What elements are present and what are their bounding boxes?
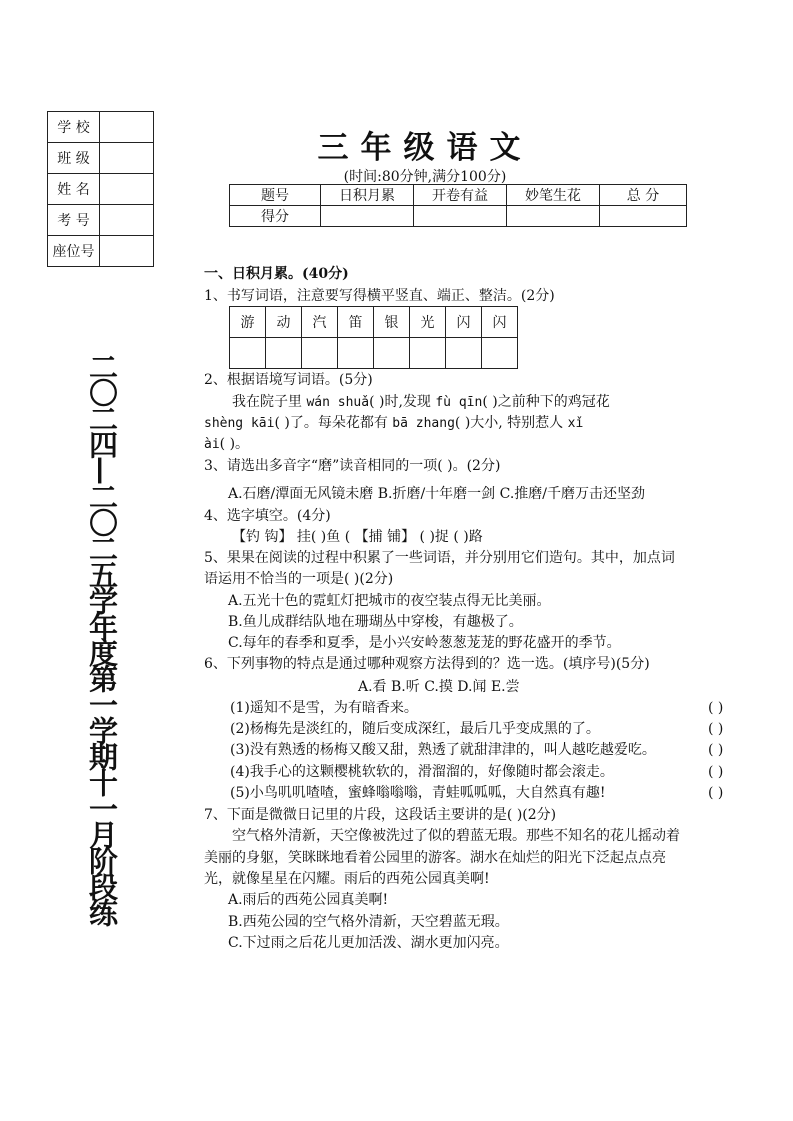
name-label: 姓 名: [48, 174, 100, 205]
list-item: (2)杨梅先是淡红的，随后变成深红，最后几乎变成黑的了。: [230, 721, 600, 737]
name-field[interactable]: [100, 174, 154, 205]
pinyin: ài: [204, 437, 220, 452]
writing-cell[interactable]: [482, 338, 518, 369]
text: ( )之前种下的鸡冠花: [482, 394, 610, 410]
list-item: (1)遥知不是雪，为有暗香来。: [230, 700, 418, 716]
student-info-table: [47, 111, 154, 267]
character-grid: [229, 306, 518, 369]
question-5: 5、果果在阅读的过程中积累了一些词语，并分别用它们造句。其中，加点词: [204, 550, 675, 566]
question-4-line: 【钓 钩】 挂( )鱼 ( 【捕 铺】 ( )捉 ( )路: [232, 529, 483, 545]
answer-blank[interactable]: ( ): [708, 785, 724, 801]
text: 我在院子里: [232, 394, 307, 410]
pinyin: shèng kāi: [204, 416, 275, 431]
writing-cell[interactable]: [446, 338, 482, 369]
exam-number-field[interactable]: [100, 205, 154, 236]
pinyin: fù qīn: [435, 395, 483, 410]
score-row-label: 得分: [230, 206, 321, 227]
option-a: A.五光十色的霓虹灯把城市的夜空装点得无比美丽。: [228, 593, 551, 609]
passage-line: 光，就像星星在闪耀。雨后的西苑公园真美啊!: [204, 871, 490, 887]
score-header: 题号: [230, 185, 321, 206]
writing-cell[interactable]: [266, 338, 302, 369]
question-2-line: [232, 392, 610, 413]
class-field[interactable]: [100, 143, 154, 174]
pinyin: wán shuǎ: [306, 395, 370, 410]
answer-blank[interactable]: ( ): [708, 764, 724, 780]
score-cell[interactable]: [414, 206, 507, 227]
grid-char: 银: [374, 307, 410, 338]
score-cell[interactable]: [507, 206, 600, 227]
grid-char: 游: [230, 307, 266, 338]
question-3: 3、请选出多音字“磨”读音相同的一项( )。(2分): [204, 458, 501, 474]
text: ( )大小, 特别惹人: [454, 415, 568, 431]
grid-char: 笛: [338, 307, 374, 338]
option-c: C.下过雨之后花儿更加活泼、湖水更加闪亮。: [228, 935, 509, 951]
question-3-options: A.石磨/潭面无风镜未磨 B.折磨/十年磨一剑 C.推磨/千磨万击还坚劲: [228, 486, 646, 502]
section-heading: 一、日积月累。(40分): [204, 266, 349, 282]
grid-char: 闪: [482, 307, 518, 338]
writing-cell[interactable]: [338, 338, 374, 369]
grid-char: 动: [266, 307, 302, 338]
score-header: 总 分: [600, 185, 687, 206]
answer-blank[interactable]: ( ): [708, 721, 724, 737]
passage-line: 美丽的身躯，笑眯眯地看着公园里的游客。湖水在灿烂的阳光下泛起点点亮: [204, 850, 666, 866]
passage-line: 空气格外清新，天空像被洗过了似的碧蓝无瑕。那些不知名的花儿摇动着: [232, 828, 680, 844]
question-1: 1、书写词语，注意要写得横平竖直、端正、整洁。(2分): [204, 288, 555, 304]
exam-number-label: 考 号: [48, 205, 100, 236]
list-item: (3)没有熟透的杨梅又酸又甜，熟透了就甜津津的，叫人越吃越爱吃。: [230, 742, 656, 758]
question-2-line: [204, 413, 583, 434]
pinyin: xǐ: [567, 416, 584, 431]
grid-char: 汽: [302, 307, 338, 338]
question-2: 2、根据语境写词语。(5分): [204, 372, 373, 388]
question-6: 6、下列事物的特点是通过哪种观察方法得到的？选一选。(填序号)(5分): [204, 656, 650, 672]
answer-blank[interactable]: ( ): [708, 742, 724, 758]
seat-number-label: 座位号: [48, 236, 100, 267]
writing-cell[interactable]: [302, 338, 338, 369]
question-7: 7、下面是微微日记里的片段，这段话主要讲的是( )(2分): [204, 807, 557, 823]
page-title: 三年级语文: [317, 130, 533, 166]
question-6-options: A.看 B.听 C.摸 D.闻 E.尝: [358, 679, 520, 695]
school-label: 学 校: [48, 112, 100, 143]
score-header: 妙笔生花: [507, 185, 600, 206]
score-cell[interactable]: [321, 206, 414, 227]
writing-cell[interactable]: [374, 338, 410, 369]
list-item: (4)我手心的这颗樱桃软软的，滑溜溜的，好像随时都会滚走。: [230, 764, 614, 780]
question-4: 4、选字填空。(4分): [204, 508, 331, 524]
pinyin: bā zhang: [392, 416, 455, 431]
seat-number-field[interactable]: [100, 236, 154, 267]
question-2-line: [204, 434, 249, 455]
score-header: 开卷有益: [414, 185, 507, 206]
list-item: (5)小鸟叽叽喳喳，蜜蜂嗡嗡嗡，青蛙呱呱呱，大自然真有趣!: [230, 785, 606, 801]
class-label: 班 级: [48, 143, 100, 174]
option-a: A.雨后的西苑公园真美啊!: [228, 892, 389, 908]
time-note: (时间:80分钟,满分100分): [343, 169, 507, 185]
grid-char: 光: [410, 307, 446, 338]
option-b: B.鱼儿成群结队地在珊瑚丛中穿梭，有趣极了。: [228, 614, 523, 630]
grid-char: 闪: [446, 307, 482, 338]
text: ( )了。每朵花都有: [274, 415, 393, 431]
score-cell[interactable]: [600, 206, 687, 227]
score-table: [229, 184, 687, 227]
school-field[interactable]: [100, 112, 154, 143]
answer-blank[interactable]: ( ): [708, 700, 724, 716]
option-c: C.每年的春季和夏季，是小兴安岭葱葱茏茏的野花盛开的季节。: [228, 635, 621, 651]
text: ( )。: [219, 436, 250, 452]
option-b: B.西苑公园的空气格外清新，天空碧蓝无瑕。: [228, 914, 509, 930]
writing-cell[interactable]: [410, 338, 446, 369]
question-5: 语运用不恰当的一项是( )(2分): [204, 571, 394, 587]
text: ( )时,发现: [369, 394, 436, 410]
writing-cell[interactable]: [230, 338, 266, 369]
school-term-label: 二〇二四—二〇二五学年度第一学期十一月阶段练: [85, 352, 119, 924]
score-header: 日积月累: [321, 185, 414, 206]
